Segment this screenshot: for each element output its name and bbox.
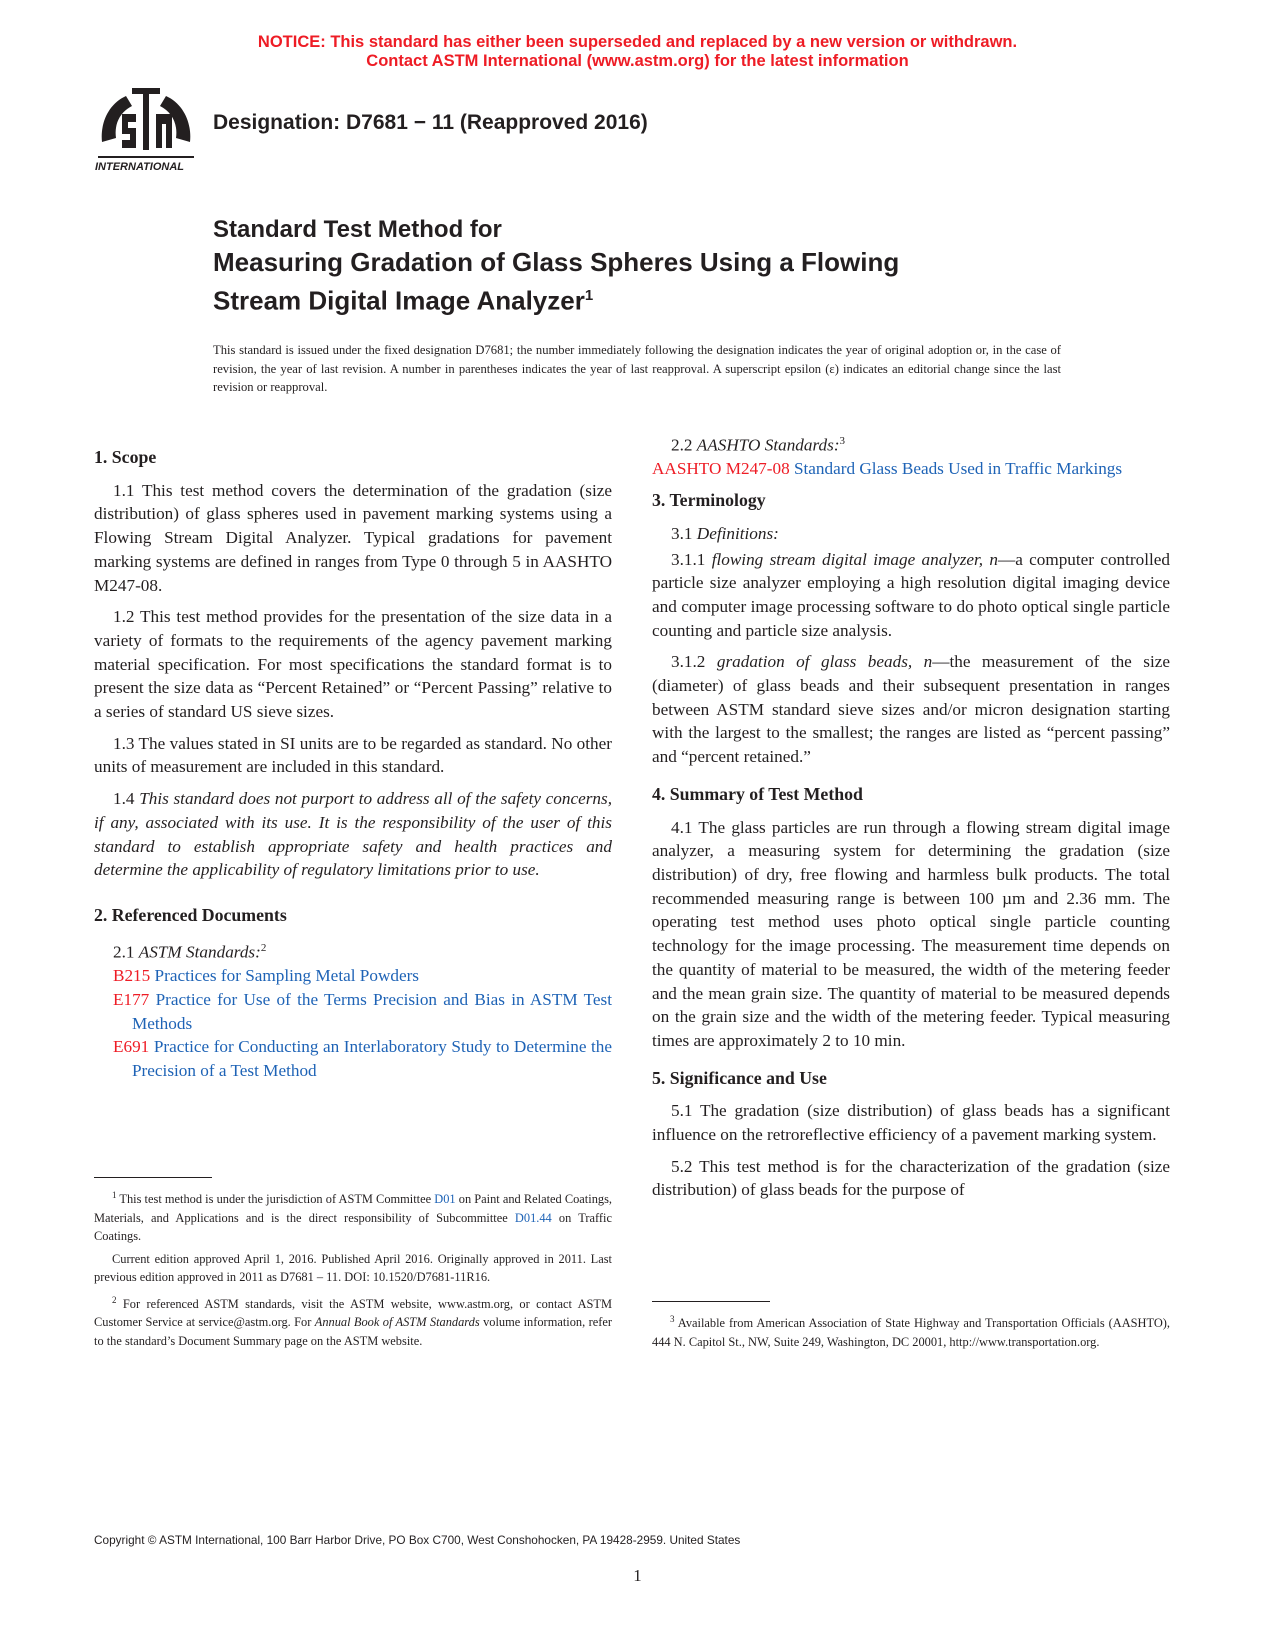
para-1-4-num: 1.4 — [113, 789, 135, 809]
para-5-2: 5.2 This test method is for the characterization of the gradation (size distribution) of glass beads for the purpose of — [652, 1156, 1170, 1200]
logo-text: INTERNATIONAL — [95, 161, 185, 173]
ref-code[interactable]: B215 — [113, 966, 151, 986]
copyright-line: Copyright © ASTM International, 100 Barr Harbor Drive, PO Box C700, West Conshohocken, PA 19428-2959. United States — [94, 1533, 741, 1547]
section-4-heading: 4. Summary of Test Method — [652, 783, 863, 804]
para-3-1-num: 3.1 — [671, 523, 693, 543]
para-5-1: 5.1 The gradation (size distribution) of glass beads has a significant influence on the retroreflective efficiency of a pavement marking system. — [652, 1101, 1170, 1145]
para-2-1 — [94, 937, 612, 964]
para-3-1-text: Definitions: — [696, 523, 779, 543]
footnote-mark: 1 — [112, 1190, 117, 1200]
para-2-1-sup: 2 — [260, 941, 267, 954]
footnote-2 — [94, 1291, 612, 1351]
title-line-3: Stream Digital Image Analyzer — [213, 285, 585, 316]
fn2-text-b: volume information, refer to the standard’s Document Summary page on the ASTM website. — [94, 1315, 612, 1348]
right-column — [652, 435, 1171, 1210]
section-5-heading: 5. Significance and Use — [652, 1067, 827, 1088]
footnote-rule — [94, 1177, 212, 1178]
ref-title[interactable]: Standard Glass Beads Used in Traffic Markings — [793, 459, 1123, 479]
para-3-1 — [652, 522, 1170, 546]
page-number: 1 — [633, 1566, 642, 1585]
fn1-committee-link[interactable]: D01 — [434, 1192, 456, 1207]
fn2-text-a: For referenced ASTM standards, visit the ASTM website, www.astm.org, or contact ASTM Customer Service at service@astm.org. For — [94, 1296, 612, 1330]
para-2-2-text: AASHTO Standards: — [696, 435, 840, 455]
footnote-mark: 2 — [112, 1294, 117, 1305]
footnotes-right — [652, 1301, 1170, 1355]
fn1-text-c: on Traffic Coatings. — [94, 1210, 612, 1244]
fn3-text: Available from American Association of State Highway and Transportation Officials (AASHTO), 444 N. Capitol St., NW, Suite 249, Washington, DC 20001, http://www.transportation.org. — [652, 1316, 1170, 1349]
section-1-heading: 1. Scope — [94, 447, 157, 467]
ref-title[interactable]: Practice for Conducting an Interlaboratory Study to Determine the Precision of a Test Method — [132, 1037, 612, 1080]
left-column — [94, 446, 612, 1083]
footnote-mark: 3 — [670, 1314, 675, 1324]
para-4-1: 4.1 The glass particles are run through a flowing stream digital image analyzer, a measuring system for determining the gradation (size distribution) of dry, free flowing and harmless bulk products. The total recommended measuring range is between 100 µm and 2.36 mm. The operating test method uses photo optical single particle counting technology for the image processing. The measurement time depends on the quantity of material to be measured, the width of the metering feeder and the mean grain size. The quantity of material to be measured depends on the grain size and the width of the metering feeder. Typical measuring times are approximately 2 to 10 min. — [652, 817, 1170, 1050]
title-footnote-mark: 1 — [584, 287, 594, 304]
para-2-1-text: ASTM Standards: — [138, 942, 261, 962]
title-line-2: Measuring Gradation of Glass Spheres Using a Flowing — [213, 247, 900, 277]
title-line-1: Standard Test Method for — [213, 216, 502, 243]
designation: Designation: D7681 − 11 (Reapproved 2016) — [213, 111, 648, 134]
document-title — [213, 213, 899, 318]
ref-code[interactable]: E691 — [113, 1037, 150, 1057]
para-1-4 — [94, 787, 612, 882]
astm-logo-icon — [92, 84, 200, 180]
fn1-text-b: on Paint and Related Coatings, Materials, and Applications and is the direct responsibility of Subcommittee — [94, 1192, 613, 1225]
para-2-2-sup: 3 — [839, 435, 846, 447]
para-3-1-1-num: 3.1.1 — [671, 549, 706, 569]
notice-line-1: NOTICE: This standard has either been superseded and replaced by a new version or withdrawn. — [257, 33, 1018, 51]
withdrawal-notice — [0, 33, 1275, 71]
para-3-1-1 — [652, 548, 1170, 643]
standard-intro: This standard is issued under the fixed designation D7681; the number immediately following the designation indicates the year of original adoption or, in the case of revision, the year of last revision. A number in parentheses indicates the year of last reapproval. A superscript epsilon (ε) indicates an editorial change since the last revision or reapproval. — [213, 343, 1061, 395]
fn2-italic: Annual Book of ASTM Standards — [314, 1315, 480, 1330]
ref-title[interactable]: Practice for Use of the Terms Precision and Bias in ASTM Test Methods — [132, 989, 613, 1033]
footnote-1-edition: Current edition approved April 1, 2016. Published April 2016. Originally approved in 2011. Last previous edition approved in 2011 as D7681 – 11. DOI: 10.1520/D7681-11R16. — [94, 1251, 612, 1285]
ref-e691[interactable] — [113, 1035, 612, 1082]
footnote-1 — [94, 1186, 612, 1246]
para-3-1-2-text: —the measurement of the size (diameter) of glass beads and their subsequent presentation in ranges between ASTM standard sieve sizes and/or micron designation starting with the largest to the smallest; the ranges are listed as “percent passing” and “percent retained.” — [652, 652, 1171, 767]
para-2-1-num: 2.1 — [113, 942, 135, 962]
para-3-1-1-text: —a computer controlled particle size analyzer employing a high resolution digital imaging device and computer image processing software to do photo optical single particle counting and particle size analysis. — [652, 549, 1171, 640]
para-1-2: 1.2 This test method provides for the presentation of the size data in a variety of formats to the requirements of the agency pavement marking material specification. For most specifications the standard format is to present the size data as “Percent Retained” or “Percent Passing” relative to a series of standard US sieve sizes. — [94, 607, 612, 722]
notice-line-2: Contact ASTM International (www.astm.org) for the latest information — [366, 52, 909, 70]
footnote-rule — [652, 1301, 770, 1302]
para-3-1-2-num: 3.1.2 — [671, 652, 706, 672]
fn1-subcommittee-link[interactable]: D01.44 — [514, 1210, 552, 1225]
footnotes-left — [94, 1177, 612, 1354]
para-1-1: 1.1 This test method covers the determination of the gradation (size distribution) of glass spheres used in pavement marking systems using a Flowing Stream Digital Analyzer. Typical gradations for pavement marking systems are defined in ranges from Type 0 through 5 in AASHTO M247-08. — [94, 480, 612, 595]
para-1-3: 1.3 The values stated in SI units are to be regarded as standard. No other units of measurement are included in this standard. — [94, 733, 612, 777]
ref-aashto-m247[interactable] — [652, 457, 1170, 481]
term-gradation: gradation of glass beads, n — [716, 652, 933, 672]
term-flowing-stream: flowing stream digital image analyzer, n — [711, 549, 998, 569]
ref-title[interactable]: Practices for Sampling Metal Powders — [154, 966, 419, 986]
section-3-heading: 3. Terminology — [652, 490, 766, 511]
ref-code[interactable]: E177 — [113, 989, 150, 1009]
section-2-heading: 2. Referenced Documents — [94, 904, 287, 925]
astm-logo-graphic — [92, 84, 200, 180]
para-2-2-num: 2.2 — [671, 435, 693, 455]
ref-code[interactable]: AASHTO M247-08 — [652, 459, 790, 479]
ref-e177[interactable] — [113, 988, 612, 1035]
para-3-1-2 — [652, 650, 1170, 769]
para-2-2 — [652, 430, 1170, 457]
fn1-text-a: This test method is under the jurisdiction of ASTM Committee — [119, 1192, 432, 1207]
footnote-3 — [652, 1310, 1170, 1351]
ref-b215[interactable] — [113, 964, 612, 988]
para-1-4-text: This standard does not purport to address all of the safety concerns, if any, associated with its use. It is the responsibility of the user of this standard to establish appropriate safety and health practices and determine the applicability of regulatory limitations prior to use. — [94, 789, 613, 880]
